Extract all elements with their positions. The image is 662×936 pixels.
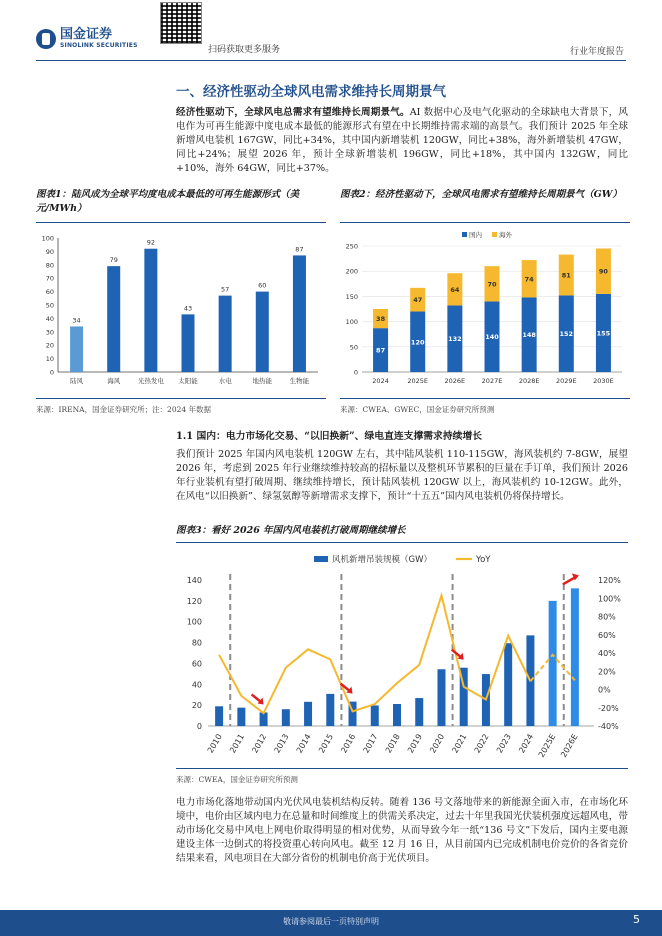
- y-tick-label: 20: [191, 701, 202, 711]
- figure-1-rule: [36, 222, 326, 223]
- red-arrow-icon: [563, 573, 579, 584]
- x-tick-label: 2026E: [444, 377, 466, 385]
- y-tick-label: 60: [45, 288, 54, 297]
- data-label: 47: [413, 296, 423, 305]
- x-tick-label: 2022: [472, 732, 491, 755]
- y-tick-label: 140: [186, 576, 202, 585]
- bar: [219, 296, 232, 372]
- y-tick-label: 20: [45, 341, 54, 350]
- x-tick-label: 海风: [107, 377, 121, 385]
- data-label: 79: [109, 256, 118, 265]
- data-label: 43: [183, 304, 193, 313]
- bar: [70, 326, 83, 372]
- x-tick-label: 2025E: [536, 732, 558, 760]
- figure-3-title: 图表3：看好 2026 年国内风电装机打破周期继续增长: [176, 525, 406, 536]
- bar: [571, 588, 579, 726]
- y-tick-label: 100: [186, 617, 202, 627]
- data-label: 155: [596, 329, 611, 338]
- y-tick-label: 100: [345, 318, 358, 327]
- data-label: 140: [485, 333, 499, 342]
- figure-3-chart: [176, 546, 628, 764]
- bar: [107, 266, 120, 372]
- y2-tick-label: 40%: [598, 649, 616, 658]
- x-tick-label: 2024: [372, 377, 389, 385]
- x-tick-label: 2010: [205, 732, 224, 755]
- legend-swatch: [462, 232, 467, 237]
- data-label: 148: [522, 331, 536, 340]
- data-label: 87: [295, 245, 304, 254]
- x-tick-label: 2014: [294, 732, 313, 755]
- bar: [437, 669, 445, 726]
- subsection-title: 1.1 国内：电力市场化交易、“以旧换新”、绿电直连支撑需求持续增长: [176, 431, 483, 442]
- x-tick-label: 2026E: [559, 732, 580, 760]
- data-label: 120: [410, 338, 425, 347]
- bar: [504, 643, 512, 726]
- y2-tick-label: 120%: [598, 576, 621, 585]
- data-label: 38: [376, 315, 386, 324]
- bar: [393, 704, 401, 726]
- x-tick-label: 2018: [383, 732, 402, 755]
- x-tick-label: 水电: [218, 377, 232, 385]
- x-tick-label: 2030E: [593, 377, 614, 385]
- y-tick-label: 40: [45, 314, 54, 323]
- bar: [182, 314, 195, 372]
- red-arrow-icon: [252, 694, 264, 704]
- x-tick-label: 2012: [250, 732, 269, 755]
- header-divider: [36, 60, 626, 61]
- figure-2-bottom-rule: [340, 398, 630, 399]
- x-tick-label: 2020: [428, 732, 447, 755]
- y-tick-label: 10: [45, 355, 54, 364]
- legend-label: 国内: [469, 231, 482, 239]
- x-tick-label: 陆风: [70, 377, 84, 385]
- x-tick-label: 光热发电: [137, 377, 164, 385]
- company-logo: [36, 28, 138, 49]
- legend-label: 海外: [499, 231, 512, 239]
- bar: [256, 292, 269, 372]
- page-header: [0, 0, 662, 64]
- bar: [549, 601, 557, 726]
- x-tick-label: 生物能: [289, 377, 310, 385]
- bar: [326, 694, 334, 726]
- legend-swatch: [314, 556, 328, 562]
- data-label: 74: [524, 275, 534, 284]
- data-label: 34: [72, 316, 81, 325]
- y2-tick-label: -20%: [598, 703, 619, 713]
- y-tick-label: 150: [345, 292, 358, 301]
- paragraph-2: 我们预计 2025 年国内风电装机 120GW 左右，其中陆风装机 110-115GW，海风装机约 7-8GW，展望 2026 年，考虑到 2025 年行业继续维持较高的招标量以及整机环节累积的巨量在手订单，我们预计 2026 年行业装机有望打破周期、继续维持增长，预计陆风装机 120GW 以上，海风装机约 10-12GW。此外，在风电“以旧换新”、绿氢氨醇等新增需求支撑下，预计“十五五”国内风电装机仍将保持增长。: [176, 449, 628, 502]
- bar: [415, 698, 423, 726]
- section-title: 一、经济性驱动全球风电需求维持长周期景气: [176, 84, 446, 100]
- figure-2-title: 图表2：经济性驱动下，全球风电需求有望维持长周期景气（GW）: [340, 189, 622, 200]
- y-tick-label: 50: [349, 343, 358, 352]
- data-label: 152: [559, 330, 574, 339]
- report-type: 行业年度报告: [569, 47, 624, 57]
- y-tick-label: 60: [191, 659, 202, 669]
- figure-2-source: 来源：CWEA、GWEC，国金证券研究所预测: [340, 405, 495, 414]
- figure-1-title: 图表1：陆风成为全球平均度电成本最低的可再生能源形式（美元/MWh）: [36, 189, 300, 214]
- bar: [282, 709, 290, 726]
- y-tick-label: 0: [196, 722, 202, 731]
- y-tick-label: 80: [191, 638, 202, 648]
- paragraph-3: 电力市场化落地带动国内光伏风电装机结构反转。随着 136 号文落地带来的新能源全面入市，在市场化环境中，电价由区域内电力在总量和时间维度上的供需关系决定，过去十年里我国光伏装机强度远超风电，带动市场化交易中风电上网电价取得明显的相对优势，从而导致今年一纸“136 号文”下发后，国内主要电源建设主体一边倒式的将投资重心转向风电。截至 12 月 16 日，从目前国内已完成机制电价竞价的各省竞价结果来看，风电项目在大部分省份的机制电价高于光伏项目。: [176, 797, 628, 864]
- data-label: 90: [598, 267, 608, 276]
- legend-label: 风机新增吊装规模（GW）: [332, 555, 432, 565]
- logo-en: SINOLINK SECURITIES: [60, 42, 138, 49]
- logo-cn: 国金证券: [60, 27, 113, 42]
- qr-caption: 扫码获取更多服务: [208, 45, 281, 55]
- logo-icon: [36, 29, 56, 49]
- y-tick-label: 100: [41, 234, 54, 243]
- paragraph-1-lead: 经济性驱动下，全球风电总需求有望维持长周期景气。: [176, 107, 410, 118]
- y2-tick-label: 100%: [598, 594, 621, 604]
- x-tick-label: 2015: [317, 732, 336, 755]
- y-tick-label: 30: [45, 328, 54, 337]
- y2-tick-label: 20%: [598, 667, 616, 677]
- y-tick-label: 50: [45, 301, 54, 310]
- x-tick-label: 2019: [405, 732, 424, 755]
- figure-3-rule: [176, 542, 628, 543]
- y-tick-label: 70: [45, 274, 54, 283]
- qr-code-icon[interactable]: [160, 2, 202, 44]
- figure-1-chart: [36, 226, 326, 396]
- x-tick-label: 2023: [494, 732, 513, 755]
- data-label: 64: [450, 285, 460, 294]
- bar: [293, 255, 306, 372]
- data-label: 87: [376, 346, 386, 355]
- bar: [144, 249, 157, 372]
- y-tick-label: 200: [345, 267, 358, 276]
- figure-1-source: 来源：IRENA，国金证券研究所；注：2024 年数据: [36, 405, 212, 414]
- paragraph-1-body: AI 数据中心及电气化驱动的全球缺电大背景下，风电作为可再生能源中度电成本最低的能源形式有望在中长期维持需求端的高景气。我们预计 2025 年全球新增风电装机 167GW，同比+34%，其中国内新增装机 120GW，同比+38%，海外新增装机 47GW，同比+24%；展望 2026 年，预计全球新增装机 196GW，同比+18%，其中国内 132GW，同比+10%，海外 64GW，同比+37%。: [176, 107, 628, 174]
- y-tick-label: 40: [191, 680, 202, 690]
- x-tick-label: 2017: [361, 732, 380, 755]
- y2-tick-label: -40%: [598, 722, 619, 731]
- footer-disclaimer[interactable]: 敬请参阅最后一页特别声明: [283, 917, 379, 926]
- bar: [371, 705, 379, 726]
- x-tick-label: 2028E: [518, 377, 540, 385]
- bar: [215, 706, 223, 726]
- data-label: 92: [146, 238, 155, 247]
- y2-tick-label: 60%: [598, 630, 616, 640]
- x-tick-label: 2029E: [555, 377, 577, 385]
- legend-swatch: [492, 232, 497, 237]
- figure-3-bottom-rule: [176, 768, 628, 769]
- y-tick-label: 250: [345, 242, 358, 251]
- x-tick-label: 地热能: [252, 377, 273, 385]
- x-tick-label: 2011: [228, 732, 247, 755]
- y2-tick-label: 80%: [598, 612, 616, 622]
- y-tick-label: 120: [186, 596, 202, 606]
- data-label: 57: [221, 285, 230, 294]
- y-tick-label: 80: [45, 261, 54, 270]
- y2-tick-label: 0%: [598, 685, 611, 695]
- data-label: 70: [487, 280, 497, 289]
- data-label: 81: [561, 271, 571, 280]
- y-tick-label: 0: [353, 368, 358, 377]
- x-tick-label: 2016: [339, 732, 358, 755]
- legend-label: YoY: [476, 555, 491, 565]
- x-tick-label: 2025E: [407, 377, 429, 385]
- y-tick-label: 0: [49, 368, 54, 377]
- x-tick-label: 2021: [450, 732, 469, 755]
- x-tick-label: 2013: [272, 732, 291, 755]
- data-label: 132: [448, 335, 462, 344]
- x-tick-label: 太阳能: [178, 377, 198, 385]
- x-tick-label: 2024: [517, 732, 536, 755]
- figure-1-bottom-rule: [36, 398, 326, 399]
- data-label: 60: [258, 281, 267, 290]
- x-tick-label: 2027E: [481, 377, 503, 385]
- page-number: 5: [633, 913, 640, 926]
- paragraph-1: [176, 106, 628, 176]
- figure-2-rule: [340, 222, 630, 223]
- figure-2-chart: [340, 226, 630, 396]
- bar: [304, 702, 312, 726]
- y-tick-label: 90: [45, 247, 54, 256]
- figure-3-source: 来源：CWEA，国金证券研究所预测: [176, 775, 298, 784]
- bar: [237, 708, 245, 726]
